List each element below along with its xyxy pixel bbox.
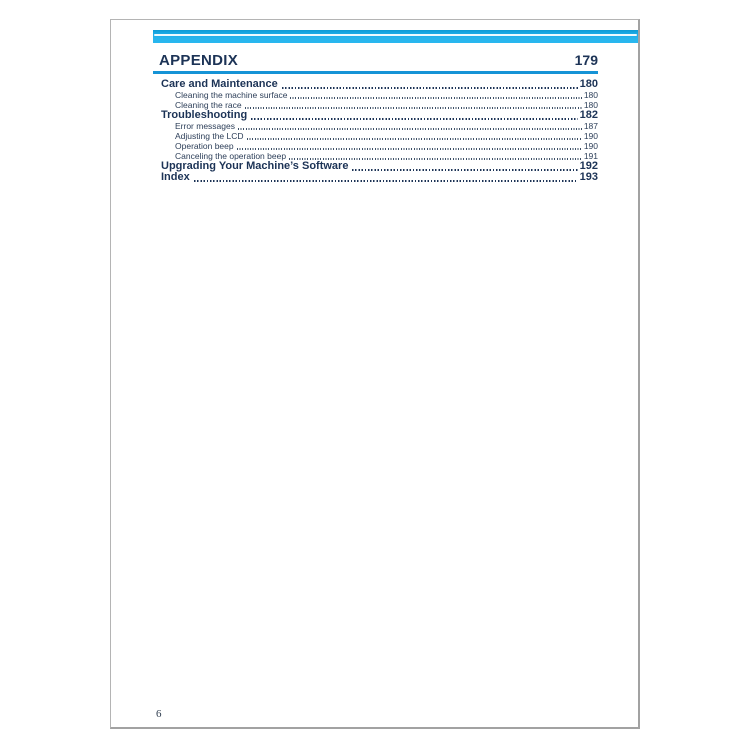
- toc-entry-label: Index: [161, 171, 190, 183]
- toc-entry: [153, 161, 598, 172]
- dot-leader: [245, 107, 582, 108]
- dot-leader: [290, 97, 581, 98]
- accent-bar-highlight-stripe: [154, 34, 637, 36]
- toc-entry-label: Error messages: [175, 121, 235, 131]
- toc-entry-page: 192: [579, 160, 598, 172]
- toc-entry-page: 191: [583, 151, 598, 161]
- toc-entry-label: Operation beep: [175, 141, 234, 151]
- document-page: [110, 19, 640, 729]
- toc-entry: [153, 79, 598, 90]
- accent-bar: [153, 30, 638, 43]
- toc-entry: [153, 131, 598, 141]
- toc-entry-label: Canceling the operation beep: [175, 151, 287, 161]
- toc-entry-page: 182: [579, 109, 598, 121]
- dot-leader: [352, 169, 577, 171]
- section-page-number: 179: [574, 52, 598, 68]
- toc-entry-label: Cleaning the machine surface: [175, 90, 288, 100]
- toc-entry-page: 180: [583, 100, 598, 110]
- dot-leader: [238, 128, 582, 129]
- dot-leader: [194, 180, 578, 182]
- toc-entry-page: 180: [583, 90, 598, 100]
- toc-entry: [153, 172, 598, 183]
- toc-entry-label: Troubleshooting: [161, 109, 248, 121]
- toc-entry-page: 193: [579, 171, 598, 183]
- toc-entry-label: Cleaning the race: [175, 100, 242, 110]
- dot-leader: [237, 148, 582, 149]
- section-header: [153, 53, 598, 67]
- toc-entry-page: 190: [583, 141, 598, 151]
- dot-leader: [251, 118, 577, 120]
- section-title: APPENDIX: [159, 52, 239, 69]
- folio-page-number: 6: [156, 708, 162, 720]
- dot-leader: [282, 87, 578, 89]
- toc-entry-page: 180: [579, 78, 598, 90]
- toc-entry-label: Upgrading Your Machine’s Software: [161, 160, 349, 172]
- toc-entry-label: Care and Maintenance: [161, 78, 278, 90]
- toc-entry-label: Adjusting the LCD: [175, 131, 244, 141]
- toc-entry: [153, 121, 598, 131]
- toc-entry-page: 187: [583, 121, 598, 131]
- toc-entry: [153, 141, 598, 151]
- table-of-contents: [153, 79, 598, 183]
- dot-leader: [247, 138, 582, 139]
- toc-entry: [153, 90, 598, 100]
- header-rule: [153, 71, 598, 74]
- toc-entry: [153, 110, 598, 121]
- toc-entry-page: 190: [583, 131, 598, 141]
